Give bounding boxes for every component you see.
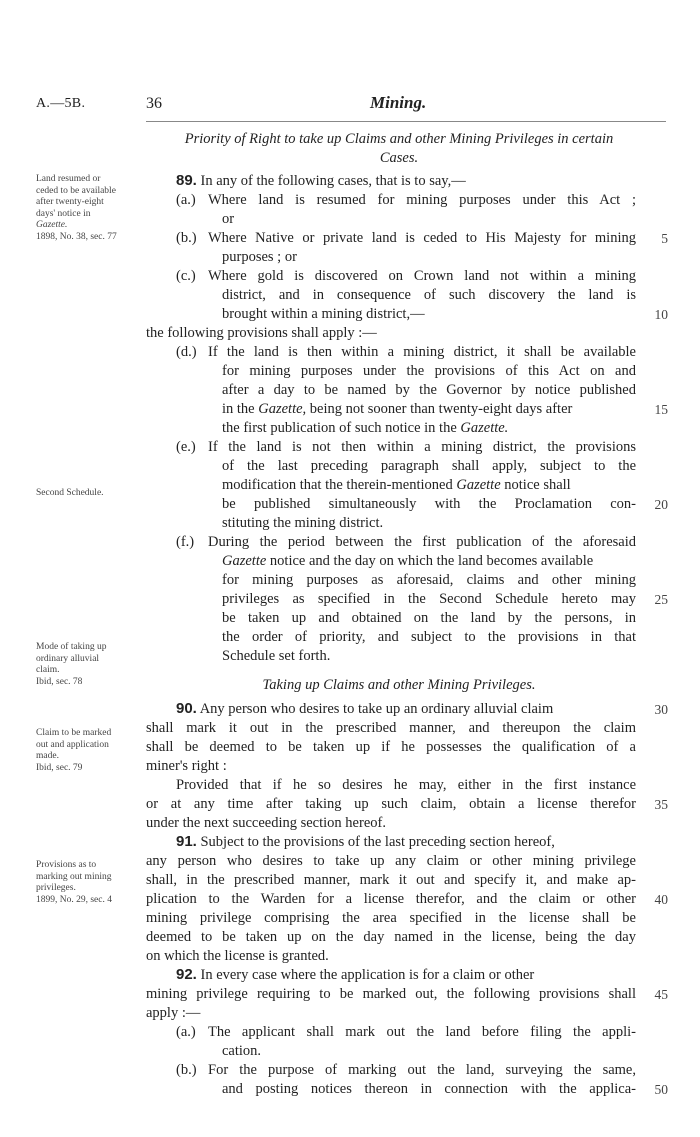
paragraph-d-line: after a day to be named by the Governor by notice published: [222, 382, 636, 398]
section-92-line: [176, 966, 534, 984]
paragraph-d-line: [222, 400, 572, 418]
sidenote-second-schedule: Second Schedule.: [36, 488, 104, 498]
sidenote-land-resumed: [36, 174, 146, 243]
text: modification that the therein-mentioned: [222, 477, 453, 493]
text-italic: Gazette: [456, 477, 501, 493]
paragraph-a-line: or: [222, 211, 235, 227]
sidenote-line: privileges.: [36, 883, 76, 893]
sidenote-line: after twenty-eight: [36, 197, 104, 207]
section-number: 89.: [176, 172, 197, 189]
text: Subject to the provisions of the last preceding section hereof,: [200, 834, 555, 850]
paragraph-d-line: If the land is then within a mining district, it shall be available: [208, 344, 636, 360]
heading-line: Priority of Right to take up Claims and other Mining Privileges in certain: [184, 131, 614, 147]
sidenote-citation: 1899, No. 29, sec. 4: [36, 894, 112, 905]
paragraph-label: (e.): [176, 439, 196, 455]
paragraph-e-line: of the last preceding paragraph shall apply, subject to the: [222, 458, 636, 474]
text: In every case where the application is for a claim or other: [200, 967, 535, 983]
paragraph-f-line: During the period between the first publication of the aforesaid: [208, 534, 636, 550]
paragraph-f-line: [222, 552, 593, 570]
body-line: the following provisions shall apply :—: [146, 325, 377, 341]
paragraph-label: (b.): [176, 230, 197, 246]
paragraph-f-line: the order of priority, and subject to the provisions in that: [222, 629, 636, 645]
text-italic: Gazette.: [460, 420, 509, 436]
text: the first publication of such notice in the: [222, 420, 457, 436]
sidenote-citation: 1898, No. 38, sec. 77: [36, 231, 117, 242]
paragraph-e-line: If the land is not then within a mining district, the provisions: [208, 439, 636, 455]
section-91-line: any person who desires to take up any claim or other mining privilege: [146, 853, 636, 869]
text-italic: Gazette,: [258, 401, 307, 417]
paragraph-e-line: stituting the mining district.: [222, 515, 384, 531]
line-number: 15: [654, 402, 668, 417]
text: being not sooner than twenty-eight days after: [309, 401, 573, 417]
text: In any of the following cases, that is to say,—: [200, 173, 466, 189]
section-92-line: apply :—: [146, 1005, 201, 1021]
paragraph-e-line: be published simultaneously with the Proclamation con-: [222, 496, 636, 512]
section-91-line: shall, in the prescribed manner, mark it out and specify it, and make ap-: [146, 872, 636, 888]
sidenote-line: days' notice in: [36, 208, 91, 219]
sidenote-mode-taking-up: [36, 642, 146, 688]
paragraph-f-line: be taken up and obtained on the land by the persons, in: [222, 610, 636, 626]
sidenote-line: made.: [36, 751, 59, 761]
paragraph-92b-line: For the purpose of marking out the land, surveying the same,: [208, 1062, 636, 1078]
paragraph-a-line: Where land is resumed for mining purposes under this Act ;: [208, 192, 636, 208]
sidenote-line: ordinary alluvial: [36, 653, 100, 664]
line-number: 45: [654, 987, 668, 1002]
paragraph-b-line: purposes ; or: [222, 249, 297, 265]
line-number: 50: [654, 1082, 668, 1097]
text: notice and the day on which the land becomes available: [269, 553, 594, 569]
line-number: 5: [661, 231, 668, 246]
section-heading-priority: [146, 130, 652, 168]
header-rule: [146, 121, 666, 122]
paragraph-label: (f.): [176, 534, 195, 550]
paragraph-c-line: Where gold is discovered on Crown land not within a mining: [208, 268, 636, 284]
section-number: 90.: [176, 700, 197, 717]
document-reference: A.—5B.: [36, 96, 86, 111]
paragraph-f-line: privileges as specified in the Second Schedule hereto may: [222, 591, 636, 607]
running-title: Mining.: [370, 93, 427, 112]
line-number: 10: [654, 307, 668, 322]
sidenote-line: out and application: [36, 739, 109, 750]
proviso-line: or at any time after taking up such claim, obtain a license therefor: [146, 796, 636, 812]
text: Any person who desires to take up an ordinary alluvial claim: [199, 701, 554, 717]
section-number: 92.: [176, 966, 197, 983]
section-92-line: mining privilege requiring to be marked out, the following provisions shall: [146, 986, 636, 1002]
section-90-line: miner's right :: [146, 758, 227, 774]
text-italic: Gazette: [222, 553, 267, 569]
paragraph-label: (a.): [176, 192, 196, 208]
sidenote-citation: Ibid, sec. 78: [36, 676, 83, 687]
paragraph-92b-line: and posting notices thereon in connection with the applica-: [222, 1081, 636, 1097]
line-number: 40: [654, 892, 668, 907]
paragraph-d-line: for mining purposes under the provisions of this Act on and: [222, 363, 636, 379]
section-90-line: shall mark it out in the prescribed manner, and thereupon the claim: [146, 720, 636, 736]
line-number: 20: [654, 497, 668, 512]
sidenote-line: Claim to be marked: [36, 728, 112, 738]
paragraph-f-line: Schedule set forth.: [222, 648, 331, 664]
line-number: 30: [654, 702, 668, 717]
sidenote-claim-marked: [36, 728, 146, 774]
paragraph-label: (c.): [176, 268, 196, 284]
section-89-line: [176, 172, 466, 190]
paragraph-label: (a.): [176, 1024, 196, 1040]
sidenote-line: Gazette.: [36, 220, 68, 230]
paragraph-92a-line: cation.: [222, 1043, 262, 1059]
section-91-line: deemed to be taken up on the day named in the license, being the day: [146, 929, 636, 945]
sidenote-line: ceded to be available: [36, 185, 116, 196]
paragraph-e-line: [222, 476, 571, 494]
line-number: 25: [654, 592, 668, 607]
paragraph-c-line: brought within a mining district,—: [222, 306, 425, 322]
paragraph-92a-line: The applicant shall mark out the land before filing the appli-: [208, 1024, 636, 1040]
section-91-line: [176, 833, 555, 851]
heading-line: Cases.: [379, 150, 419, 166]
section-number: 91.: [176, 833, 197, 850]
sidenote-line: Provisions as to: [36, 860, 97, 870]
paragraph-label: (d.): [176, 344, 197, 360]
sidenote-citation: Ibid, sec. 79: [36, 762, 83, 773]
section-90-line: shall be deemed to be taken up if he possesses the qualification of a: [146, 739, 636, 755]
paragraph-d-line: [222, 419, 508, 437]
paragraph-f-line: for mining purposes as aforesaid, claims and other mining: [222, 572, 636, 588]
line-number: 35: [654, 797, 668, 812]
section-90-line: [176, 700, 636, 718]
page-number: 36: [146, 95, 162, 112]
section-91-line: on which the license is granted.: [146, 948, 329, 964]
sidenote-line: Mode of taking up: [36, 642, 107, 652]
proviso-line: Provided that if he so desires he may, either in the first instance: [176, 777, 636, 793]
sidenote-line: Land resumed or: [36, 174, 101, 184]
sidenote-line: marking out mining: [36, 871, 112, 882]
paragraph-label: (b.): [176, 1062, 197, 1078]
paragraph-b-line: Where Native or private land is ceded to His Majesty for mining: [208, 230, 636, 246]
sidenote-provisions-marking: [36, 860, 146, 906]
proviso-line: under the next succeeding section hereof.: [146, 815, 386, 831]
paragraph-c-line: district, and in consequence of such discovery the land is: [222, 287, 636, 303]
section-91-line: mining privilege comprising the area specified in the license shall be: [146, 910, 636, 926]
section-heading-taking-up: Taking up Claims and other Mining Privileges.: [262, 677, 536, 693]
text: notice shall: [504, 477, 571, 493]
sidenote-line: claim.: [36, 665, 60, 675]
section-91-line: plication to the Warden for a license therefor, and the claim or other: [146, 891, 636, 907]
text: in the: [222, 401, 255, 417]
